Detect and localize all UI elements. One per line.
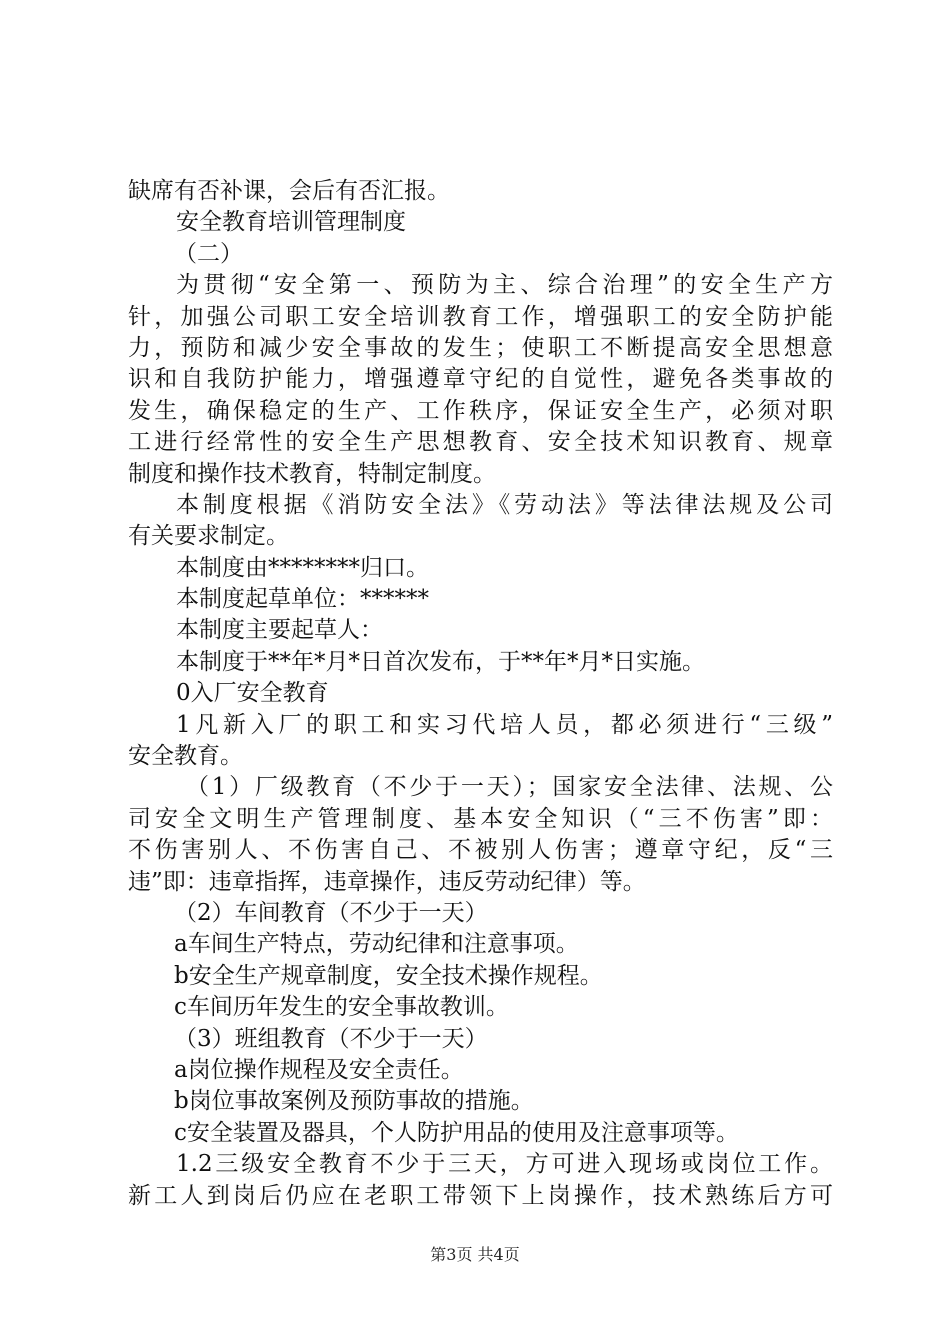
document-body — [128, 176, 833, 1212]
list-item: a岗位操作规程及安全责任。 — [174, 1056, 464, 1083]
list-item: c安全装置及器具，个人防护用品的使用及注意事项等。 — [174, 1119, 739, 1146]
page-number: 第3页 共4页 — [430, 1245, 520, 1264]
paragraph-line: 为贯彻“安全第一、预防为主、综合治理”的安全生产方 — [176, 272, 833, 299]
paragraph-line: 1凡新入厂的职工和实习代培人员，都必须进行“三级” — [176, 711, 833, 738]
paragraph-line: 有关要求制定。 — [128, 523, 289, 550]
paragraph-line: 违”即：违章指挥，违章操作，违反劳动纪律）等。 — [128, 868, 646, 895]
paragraph-line: 制度和操作技术教育，特制定制度。 — [128, 460, 496, 487]
paragraph-line: 安全教育。 — [128, 743, 243, 770]
list-item: c车间历年发生的安全事故教训。 — [174, 994, 509, 1021]
paragraph-line: （1）厂级教育（不少于一天）；国家安全法律、法规、公 — [186, 774, 833, 801]
paragraph-line: 本制度根据《消防安全法》《劳动法》等法律法规及公司 — [176, 491, 833, 518]
paragraph-line: 发生，确保稳定的生产、工作秩序，保证安全生产，必须对职 — [128, 397, 833, 424]
paragraph-line: 力，预防和减少安全事故的发生；使职工不断提高安全思想意 — [128, 334, 833, 361]
paragraph-line: 新工人到岗后仍应在老职工带领下上岗操作，技术熟练后方可 — [128, 1182, 833, 1209]
list-heading: （2）车间教育（不少于一天） — [174, 899, 488, 926]
paragraph-line: 识和自我防护能力，增强遵章守纪的自觉性，避免各类事故的 — [128, 366, 833, 393]
paragraph-line: 针，加强公司职工安全培训教育工作，增强职工的安全防护能 — [128, 303, 833, 330]
text-line: 缺席有否补课，会后有否汇报。 — [128, 178, 450, 204]
section-heading: 0入厂安全教育 — [176, 680, 329, 707]
paragraph-line: 本制度主要起草人： — [176, 617, 383, 644]
paragraph-line: 1.2三级安全教育不少于三天，方可进入现场或岗位工作。 — [176, 1151, 833, 1178]
section-title: 安全教育培训管理制度 — [176, 209, 406, 236]
list-item: a车间生产特点，劳动纪律和注意事项。 — [174, 931, 579, 958]
paragraph-line: 本制度起草单位：****** — [176, 586, 429, 613]
list-item: b岗位事故案例及预防事故的措施。 — [174, 1088, 534, 1115]
paragraph-line: 不伤害别人、不伤害自己、不被别人伤害；遵章守纪，反“三 — [128, 837, 833, 864]
page-footer — [0, 1245, 950, 1265]
paragraph-line: 工进行经常性的安全生产思想教育、安全技术知识教育、规章 — [128, 429, 833, 456]
paragraph-line: 司安全文明生产管理制度、基本安全知识（“三不伤害”即： — [128, 805, 833, 832]
list-item: b安全生产规章制度，安全技术操作规程。 — [174, 962, 603, 989]
paragraph-line: 本制度由********归口。 — [176, 554, 429, 581]
list-heading: （3）班组教育（不少于一天） — [174, 1025, 488, 1052]
paragraph-line: 本制度于**年*月*日首次发布，于**年*月*日实施。 — [176, 648, 705, 675]
section-number: （二） — [174, 240, 243, 267]
